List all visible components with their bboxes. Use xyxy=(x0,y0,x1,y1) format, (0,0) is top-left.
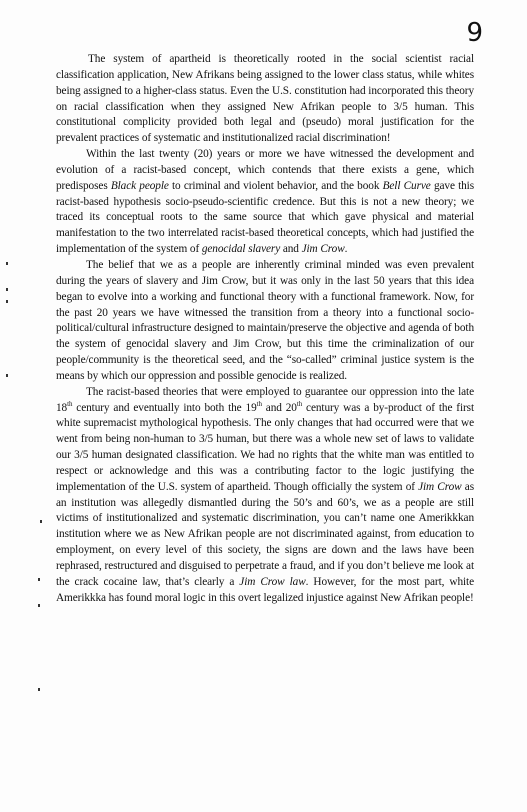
text-run: gave this racist-based hypothesis socio-pseudo-scientific credence. But this is not a new theory; we traced its conceptual roots to the same source that which gave physical and material manifestation to the two interrelated racist-based theoretical concepts, which had justified the implementation of the system of xyxy=(56,179,475,256)
ordinal-suffix: th xyxy=(296,399,303,408)
scan-speck xyxy=(38,604,40,607)
text-run: The system of apartheid is theoretically rooted in the social scientist racial classification application, New Afrikans being assigned to the lower class status, while whites being assigned to a higher-class status. Even the U.S. constitution had incorporated this theory on racial classification when they assigned New Afrikan people to 3/5 human. This constitutional complicity provided both legal and (pseudo) moral justification for the prevalent practices of systematic and institutionalized racial discrimination! xyxy=(56,53,474,145)
italic-text: Jim Crow xyxy=(301,243,345,256)
page-number: 9 xyxy=(466,18,483,48)
text-run: century was a by-product of the first white supremacist mythological hypothesis. The only changes that had occurred were that we went from being non-human to 3/5 human, but there was a whole new set of laws to validate our 3/5 human designated classification. We had no rights that the white man was entitled to respect or acknowledge and this was a contributing factor to the logic justifying the implementation of the U.S. system of apartheid. Though officially the system of xyxy=(56,401,475,493)
ordinal-suffix: th xyxy=(67,399,73,408)
italic-text: Jim Crow law xyxy=(239,575,306,588)
scan-speck xyxy=(6,288,8,291)
ordinal-suffix: th xyxy=(256,399,262,408)
text-run: The racist-based theories that were employed to guarantee our oppression into the late 18 xyxy=(56,385,474,414)
italic-text: Black people xyxy=(110,179,169,192)
text-run: and 20 xyxy=(261,401,297,414)
paragraph-3 xyxy=(56,258,474,385)
text-run: to criminal and violent behavior, and the book xyxy=(168,179,383,192)
italic-text: genocidal slavery xyxy=(201,243,281,256)
paragraph-2 xyxy=(56,147,474,258)
scan-speck xyxy=(40,520,42,523)
text-run: century and eventually into both the 19 xyxy=(72,401,257,414)
paragraph-4 xyxy=(56,385,474,607)
scan-speck xyxy=(38,688,40,691)
scan-speck xyxy=(6,300,8,303)
text-run: . However, for the most part, white Amerikkka has found moral logic in this overt legalized injustice against New Afrikan people! xyxy=(56,575,474,604)
text-run: The belief that we as a people are inherently criminal minded was even prevalent during the years of slavery and Jim Crow, but it was only in the last 50 years that this idea began to evolve into a working and functional theory with a functional framework. Now, for the past 20 years we have witnessed the transition from a theory into a functional socio-political/cultural infrastructure designed to maintain/preserve the objective and agenda of both the system of genocidal slavery and Jim Crow, but this time the criminalization of our people/community is the theoretical seed, and the “so-called” criminal justice system is the means by which our oppression and possible genocide is realized. xyxy=(56,258,474,382)
italic-text: Bell Curve xyxy=(382,179,431,192)
scan-speck xyxy=(6,262,8,265)
text-run: . xyxy=(344,243,348,256)
scan-speck xyxy=(38,578,40,581)
body-text xyxy=(56,52,474,607)
paragraph-1 xyxy=(56,52,474,147)
text-run: as an institution was allegedly dismantled during the 50’s and 60’s, we as a people are still victims of institutionalized and systematic discrimination, you can’t name one Amerikkkan institution where we as New Afrikan people are not discriminated against, from education to employment, on every level of this society, the signs are down and the laws have been rephrased, restructured and disguised to perpetrate a fraud, and if you don’t believe me look at the crack cocaine law, that’s clearly a xyxy=(56,480,474,588)
text-run: Within the last twenty (20) years or more we have witnessed the development and evolution of a racist-based concept, which contends that there exists a gene, which predisposes xyxy=(56,148,474,192)
scan-speck xyxy=(6,374,8,377)
italic-text: Jim Crow xyxy=(418,480,462,493)
text-run: and xyxy=(280,243,302,256)
